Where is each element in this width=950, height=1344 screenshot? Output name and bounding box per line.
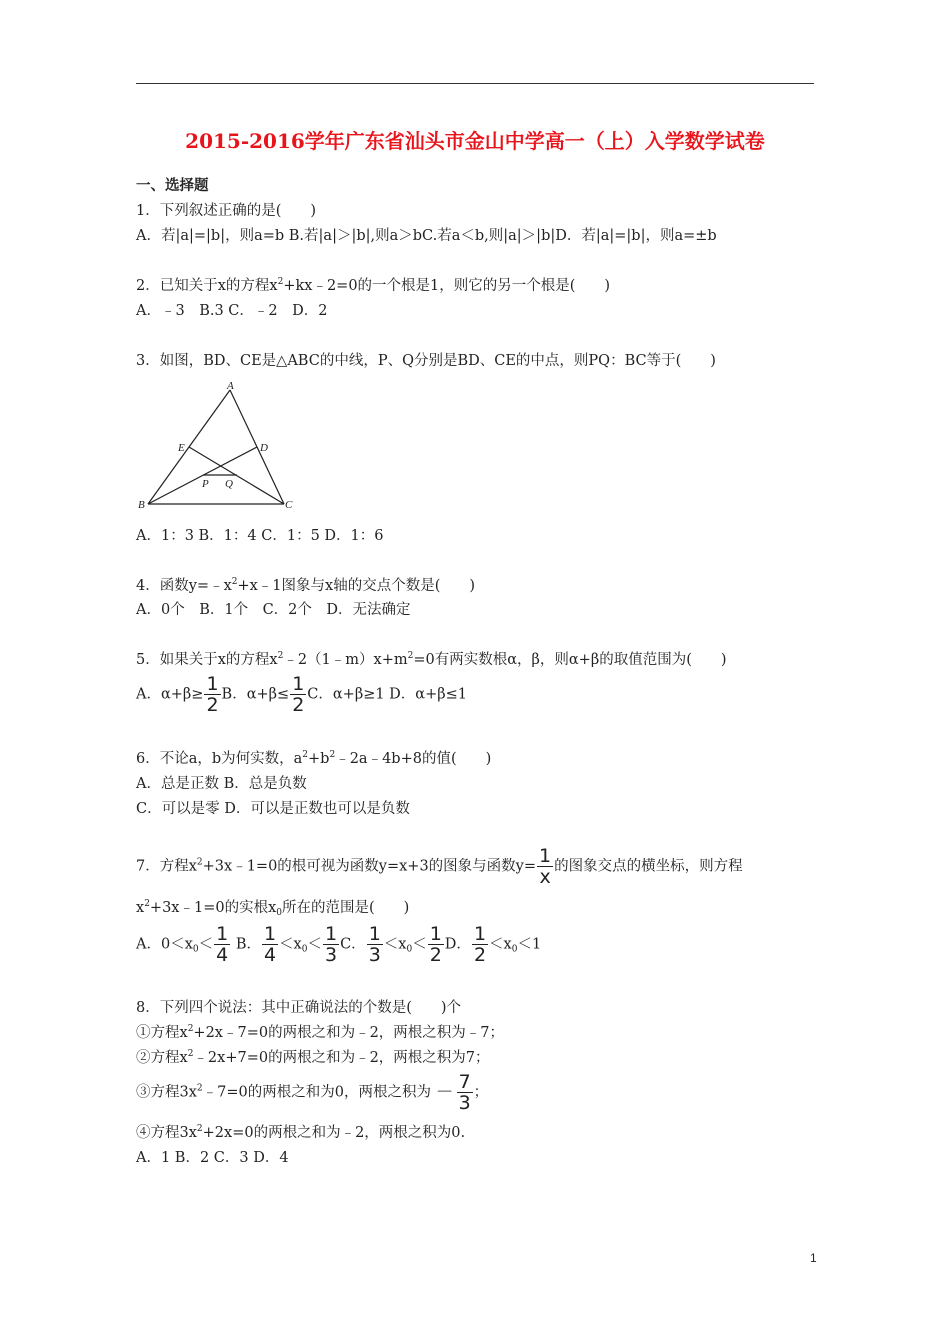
- q8-statement-4: ④方程$3x^2+2x=0$的两根之和为﹣2，两根之积为0.: [136, 1124, 466, 1141]
- label-b: B: [138, 499, 145, 511]
- q2-stem: 2．已知关于x的方程$x^2+kx﹣2=0$的一个根是1，则它的另一个根是( ): [136, 277, 611, 294]
- triangle-figure: [136, 381, 296, 516]
- q1-stem: 1．下列叙述正确的是( ): [136, 203, 317, 219]
- header-rule: [136, 83, 814, 84]
- q3-options: A．1：3 B．1：4 C．1：5 D．1：6: [136, 528, 384, 544]
- q7-stem-line2: $x^2+3x﹣1=0$的实根$x_0$所在的范围是( ): [136, 899, 410, 918]
- label-q: Q: [225, 478, 233, 490]
- q1-options: A．若|a|=|b|，则a=b B.若|a|＞|b|,则a＞bC.若a＜b,则|a|＞|b|D．若|a|=|b|，则a=±b: [136, 228, 717, 244]
- fraction-one-half: $\frac{1}{2}$: [206, 673, 219, 716]
- fraction-one-half: $\frac{1}{2}$: [292, 673, 305, 716]
- q2-options: A．﹣3 B.3 C．﹣2 D．2: [136, 303, 328, 319]
- q8-stem: 8．下列四个说法：其中正确说法的个数是( )个: [136, 1000, 462, 1016]
- q8-statement-1: ①方程$x^2+2x﹣7=0$的两根之和为﹣2，两根之积为﹣7；: [136, 1024, 505, 1041]
- label-d: D: [260, 442, 268, 454]
- section-heading: 一、选择题: [136, 177, 209, 194]
- fraction-seven-thirds: $\frac{7}{3}$: [458, 1071, 471, 1114]
- q5-stem: 5．如果关于x的方程$x^2﹣2(1﹣m)x+m^2=0$有两实数根α，β，则α+β的取值范围为( ): [136, 651, 727, 668]
- q7-stem: 7．方程$x^2+3x﹣1=0$的根可视为函数y=x+3的图象与函数y= $\frac{1}{x}$ 的图象交点的横坐标，则方程: [136, 845, 743, 888]
- q8-options: A．1 B．2 C．3 D．4: [136, 1150, 289, 1166]
- q5-options: A．α+β≥ $\frac{1}{2}$ B．α+β≤ $\frac{1}{2}$ C．α+β≥1 D．α+β≤1: [136, 673, 468, 716]
- label-e: E: [178, 442, 185, 454]
- q6-options-2: C．可以是零 D．可以是正数也可以是负数: [136, 801, 410, 817]
- label-a: A: [227, 381, 234, 392]
- label-p: P: [202, 478, 209, 490]
- q8-statement-3: ③方程$3x^2﹣7=0$的两根之和为0，两根之积为 － $\frac{7}{3}$ ；: [136, 1071, 489, 1114]
- q3-stem: 3．如图，BD、CE是△ABC的中线，P、Q分别是BD、CE的中点，则PQ：BC等于( ): [136, 353, 716, 369]
- q4-options: A．0个 B．1个 C．2个 D．无法确定: [136, 602, 411, 618]
- q8-statement-2: ②方程$x^2﹣2x+7=0$的两根之和为﹣2，两根之积为7；: [136, 1049, 490, 1066]
- q6-stem: 6．不论a，b为何实数，$a^2+b^2﹣2a﹣4b+8$的值( ): [136, 750, 492, 767]
- exam-title: 2015-2016学年广东省汕头市金山中学高一（上）入学数学试卷: [185, 129, 765, 153]
- q4-stem: 4．函数$y=﹣x^2+x﹣1$图象与x轴的交点个数是( ): [136, 577, 476, 594]
- q6-options-1: A．总是正数 B．总是负数: [136, 776, 307, 792]
- q7-options: A．$0<x_0<$ $\frac{1}{4}$ B． $\frac{1}{4}$ $<x_0<$ $\frac{1}{3}$ C． $\frac{1}{3}$ $<x_0<$ $\frac{1}{2}$ D． $\frac{1}{2}$ $<x_0<1$: [136, 923, 542, 966]
- fraction-one-over-x: $\frac{1}{x}$: [539, 845, 552, 888]
- page-number: 1: [810, 1251, 817, 1265]
- label-c: C: [285, 499, 293, 511]
